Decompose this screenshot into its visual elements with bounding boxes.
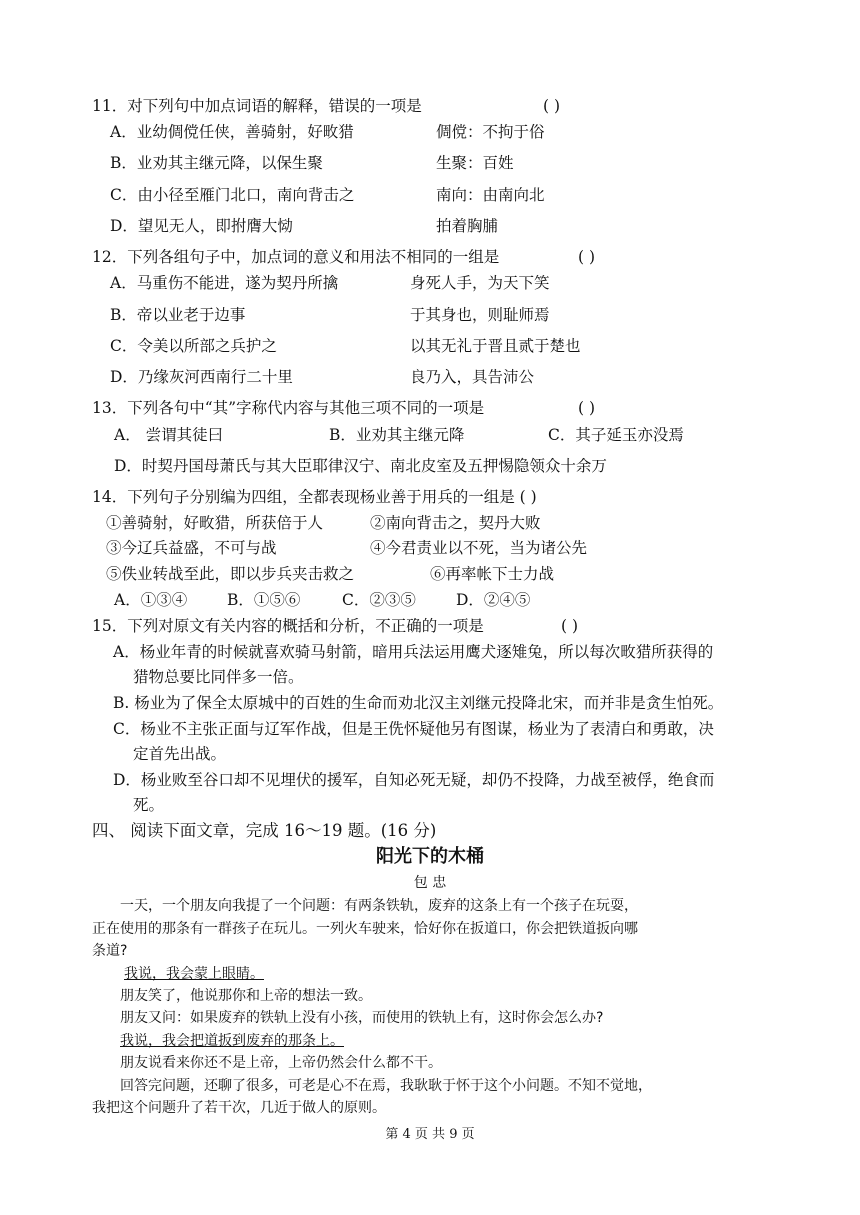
q14-sentence-6: ⑥再率帐下士力战 — [430, 565, 555, 583]
q14-option-b: B．①⑤⑥ — [227, 591, 301, 609]
q12-option-b: B．帝以业老于边事 — [110, 306, 246, 324]
article-author: 包 忠 — [413, 875, 447, 891]
q12-option-a-pair: 身死人手，为天下笑 — [410, 274, 550, 292]
q14-option-a: A．①③④ — [114, 591, 188, 609]
page-footer: 第 4 页 共 9 页 — [385, 1127, 475, 1142]
q11-option-b: B．业劝其主继元降，以保生聚 — [110, 154, 323, 172]
section-4-heading: 四、 阅读下面文章，完成 16～19 题。(16 分) — [92, 821, 437, 840]
q15-option-a-line1: A．杨业年青的时候就喜欢骑马射箭，暗用兵法运用鹰犬逐雉兔，所以每次畋猎所获得的 — [113, 643, 714, 661]
article-paragraph-2: 我说，我会蒙上眼睛。 — [124, 966, 264, 982]
article-paragraph-4: 朋友又问：如果废弃的铁轨上没有小孩，而使用的铁轨上有，这时你会怎么办? — [120, 1010, 604, 1026]
q14-sentence-5: ⑤佚业转战至此，即以步兵夹击救之 — [106, 565, 355, 583]
q13-stem: 13．下列各句中“其”字称代内容与其他三项不同的一项是 — [92, 399, 485, 417]
q14-option-c: C．②③⑤ — [342, 591, 416, 609]
article-title: 阳光下的木桶 — [376, 846, 484, 867]
q11-option-a: A．业幼倜傥任侠，善骑射，好畋猎 — [110, 123, 354, 141]
q14-sentence-2: ②南向背击之，契丹大败 — [370, 514, 541, 532]
q12-stem: 12．下列各组句子中，加点词的意义和用法不相同的一组是 — [92, 248, 500, 266]
q12-option-a: A．马重伤不能进，遂为契丹所擒 — [110, 274, 339, 292]
article-paragraph-1c: 条道? — [92, 943, 128, 959]
q15-option-d-line2: 死。 — [133, 796, 165, 814]
q15-option-b-line1: B. 杨业为了保全太原城中的百姓的生命而劝北汉主刘继元投降北宋，而并非是贪生怕死。 — [113, 694, 724, 712]
article-paragraph-6: 朋友说看来你还不是上帝，上帝仍然会什么都不干。 — [120, 1055, 442, 1071]
q13-option-a: A． 尝谓其徒曰 — [114, 426, 224, 444]
q15-answer-bracket: ( ) — [561, 617, 579, 635]
q15-option-c-line2: 定首先出战。 — [133, 745, 227, 763]
q15-option-a-line2: 猎物总要比同伴多一倍。 — [133, 668, 304, 686]
article-paragraph-3: 朋友笑了，他说那你和上帝的想法一致。 — [120, 988, 372, 1004]
q13-option-b: B．业劝其主继元降 — [329, 426, 465, 444]
q12-answer-bracket: ( ) — [578, 248, 596, 266]
q11-option-d: D．望见无人，即拊膺大恸 — [110, 217, 293, 235]
q12-option-c-pair: 以其无礼于晋且贰于楚也 — [410, 337, 581, 355]
q13-option-d: D．时契丹国母萧氏与其大臣耶律汉宁、南北皮室及五押惕隐领众十余万 — [114, 457, 607, 475]
q12-option-d-pair: 良乃入，具告沛公 — [410, 368, 535, 386]
article-paragraph-5: 我说，我会把道扳到废弃的那条上。 — [120, 1033, 344, 1049]
q14-sentence-3: ③今辽兵益盛，不可与战 — [106, 539, 277, 557]
q11-option-c: C．由小径至雁门北口，南向背击之 — [110, 186, 355, 204]
article-paragraph-1b: 正在使用的那条有一群孩子在玩儿。一列火车驶来，恰好你在扳道口，你会把铁道扳向哪 — [92, 921, 638, 937]
q11-stem: 11．对下列句中加点词语的解释，错误的一项是 — [92, 97, 422, 115]
article-paragraph-1a: 一天，一个朋友向我提了一个问题：有两条铁轨，废弃的这条上有一个孩子在玩耍， — [120, 898, 638, 914]
q15-option-d-line1: D．杨业败至谷口却不见埋伏的援军，自知必死无疑，却仍不投降，力战至被俘，绝食而 — [113, 771, 715, 789]
q14-sentence-1: ①善骑射，好畋猎，所获倍于人 — [106, 514, 324, 532]
q12-option-b-pair: 于其身也，则耻师焉 — [410, 306, 550, 324]
q11-option-c-gloss: 南向：由南向北 — [436, 186, 545, 204]
q14-sentence-4: ④今君责业以不死，当为诸公先 — [370, 539, 588, 557]
q11-option-b-gloss: 生聚：百姓 — [436, 154, 514, 172]
q11-option-a-gloss: 倜傥：不拘于俗 — [436, 123, 545, 141]
q13-option-c: C．其子延玉亦没焉 — [548, 426, 684, 444]
q14-stem: 14．下列句子分别编为四组，全都表现杨业善于用兵的一组是 ( ) — [92, 488, 537, 506]
article-paragraph-7a: 回答完问题，还聊了很多，可老是心不在焉，我耿耿于怀于这个小问题。不知不觉地， — [120, 1078, 652, 1094]
q13-answer-bracket: ( ) — [578, 399, 596, 417]
q15-stem: 15．下列对原文有关内容的概括和分析，不正确的一项是 — [92, 617, 484, 635]
article-paragraph-7b: 我把这个问题升了若干次，几近于做人的原则。 — [92, 1100, 386, 1116]
q11-option-d-gloss: 拍着胸脯 — [436, 217, 499, 235]
q12-option-c: C．令美以所部之兵护之 — [110, 337, 277, 355]
q14-option-d: D．②④⑤ — [456, 591, 531, 609]
q11-answer-bracket: ( ) — [543, 97, 561, 115]
q15-option-c-line1: C．杨业不主张正面与辽军作战，但是王侁怀疑他另有图谋，杨业为了表清白和勇敢，决 — [113, 720, 714, 738]
q12-option-d: D．乃缘灰河西南行二十里 — [110, 368, 293, 386]
